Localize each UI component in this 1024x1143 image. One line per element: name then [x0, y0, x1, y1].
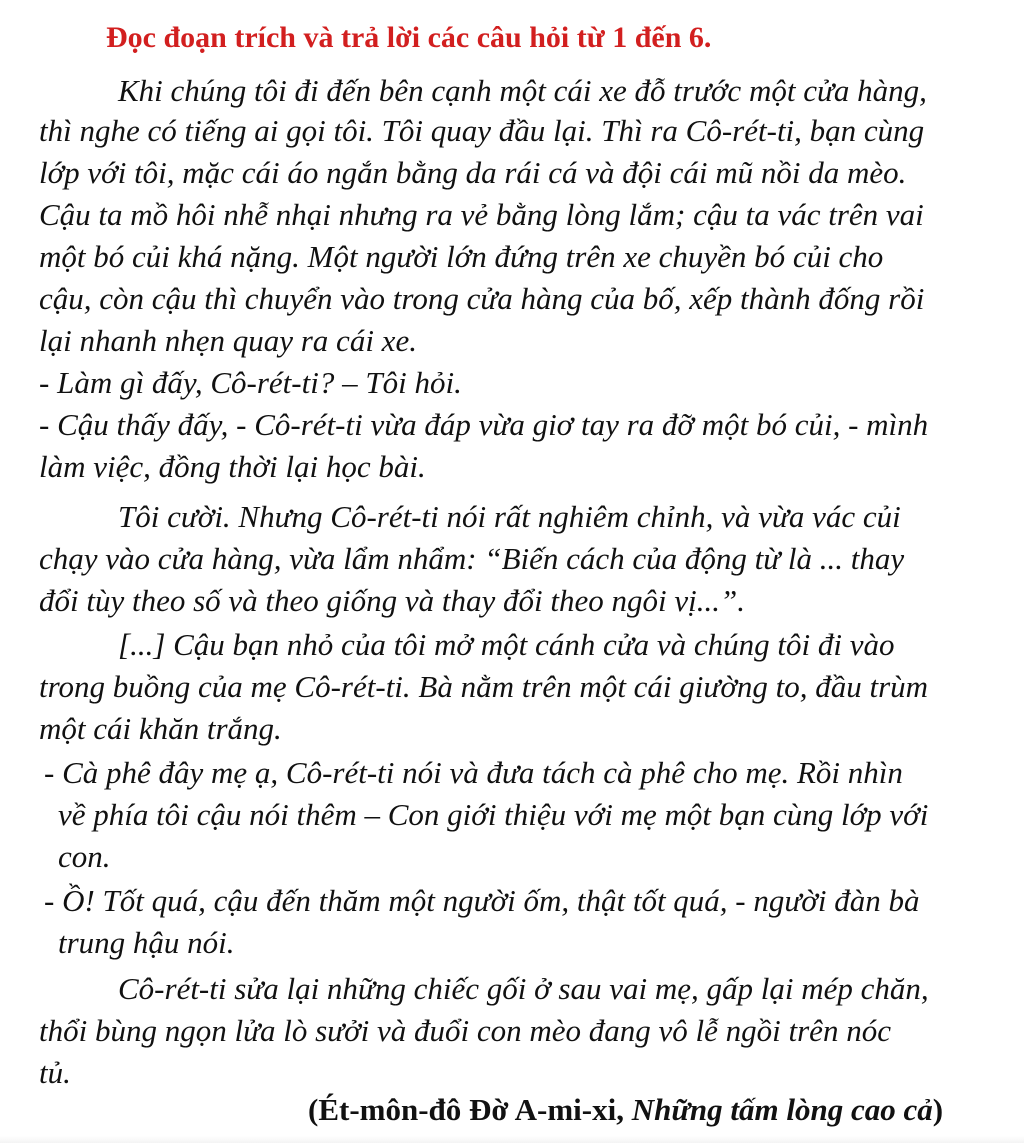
- passage-line-16: tủ.: [39, 1055, 71, 1090]
- passage-line-7: lại nhanh nhẹn quay ra cái xe.: [39, 323, 417, 358]
- dialogue-line-1: - Làm gì đấy, Cô-rét-ti? – Tôi hỏi.: [39, 365, 462, 400]
- passage-line-3: lớp với tôi, mặc cái áo ngắn bằng da rái cá và đội cái mũ nồi da mèo.: [39, 155, 907, 190]
- dialogue-line-3: làm việc, đồng thời lại học bài.: [39, 449, 426, 484]
- passage-line-10: đổi tùy theo số và theo giống và thay đổi theo ngôi vị...”.: [39, 583, 746, 618]
- dialogue-line-8: trung hậu nói.: [58, 925, 235, 960]
- source-work-title: Những tấm lòng cao cả: [631, 1092, 933, 1127]
- passage-line-2: thì nghe có tiếng ai gọi tôi. Tôi quay đầu lại. Thì ra Cô-rét-ti, bạn cùng: [39, 113, 925, 148]
- source-author: (Ét-môn-đô Đờ A-mi-xi,: [308, 1092, 632, 1127]
- source-citation: [308, 1090, 943, 1130]
- dialogue-line-6: con.: [58, 839, 111, 874]
- dialogue-line-5: về phía tôi cậu nói thêm – Con giới thiệu với mẹ một bạn cùng lớp với: [58, 797, 929, 832]
- passage-line-5: một bó củi khá nặng. Một người lớn đứng trên xe chuyền bó củi cho: [39, 239, 884, 274]
- passage-line-11: [...] Cậu bạn nhỏ của tôi mở một cánh cửa và chúng tôi đi vào: [118, 627, 895, 662]
- passage-line-15: thổi bùng ngọn lửa lò sưởi và đuổi con mèo đang vô lễ ngồi trên nóc: [39, 1013, 891, 1048]
- passage-line-12: trong buồng của mẹ Cô-rét-ti. Bà nằm trên một cái giường to, đầu trùm: [39, 669, 929, 704]
- dialogue-line-4: - Cà phê đây mẹ ạ, Cô-rét-ti nói và đưa tách cà phê cho mẹ. Rồi nhìn: [44, 755, 903, 790]
- passage-line-8: Tôi cười. Nhưng Cô-rét-ti nói rất nghiêm chỉnh, và vừa vác củi: [118, 499, 901, 534]
- passage-line-4: Cậu ta mồ hôi nhễ nhại nhưng ra vẻ bằng lòng lắm; cậu ta vác trên vai: [39, 197, 924, 232]
- passage-line-6: cậu, còn cậu thì chuyển vào trong cửa hàng của bố, xếp thành đống rồi: [39, 281, 925, 316]
- dialogue-line-2: - Cậu thấy đấy, - Cô-rét-ti vừa đáp vừa giơ tay ra đỡ một bó củi, - mình: [39, 407, 929, 442]
- passage-line-1: Khi chúng tôi đi đến bên cạnh một cái xe đỗ trước một cửa hàng,: [118, 73, 927, 108]
- source-close-paren: ): [932, 1092, 944, 1127]
- passage-line-9: chạy vào cửa hàng, vừa lẩm nhẩm: “Biến cách của động từ là ... thay: [39, 541, 905, 576]
- page-bottom-edge: [0, 1136, 1024, 1143]
- passage-line-14: Cô-rét-ti sửa lại những chiếc gối ở sau vai mẹ, gấp lại mép chăn,: [118, 971, 929, 1006]
- dialogue-line-7: - Ồ! Tốt quá, cậu đến thăm một người ốm, thật tốt quá, - người đàn bà: [44, 883, 920, 918]
- passage-line-13: một cái khăn trắng.: [39, 711, 282, 746]
- exercise-heading: Đọc đoạn trích và trả lời các câu hỏi từ 1 đến 6.: [106, 21, 712, 54]
